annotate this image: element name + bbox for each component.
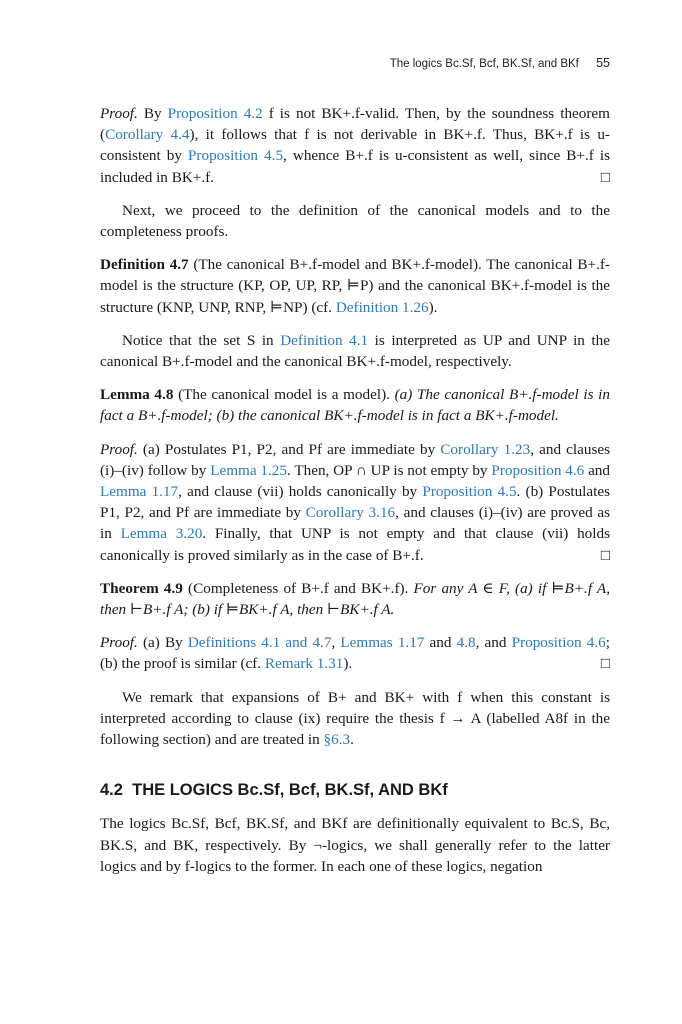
link-definition-4-1[interactable]: Definition 4.1 [280, 331, 369, 349]
section-heading [100, 780, 610, 801]
paragraph-section-intro: The logics Bc.Sf, Bcf, BK.Sf, and BKf are definitionally equivalent to Bc.S, Bc, BK.S, and BK, respectively. By ¬-logics, we shall generally refer to the latter logics and by f-logics to the former. In each one of these logics, negation [100, 815, 610, 875]
link-corollary-3-16[interactable]: Corollary 3.16 [305, 504, 396, 522]
page-body [100, 103, 610, 889]
link-lemma-3-20[interactable]: Lemma 3.20 [120, 525, 203, 543]
link-definitions-4-1-4-7[interactable]: Definitions 4.1 and 4.7 [187, 634, 332, 652]
proof-label: Proof. [100, 634, 138, 652]
theorem-4-9: Theorem 4.9 (Completeness of B+.f and BK+.f). For any A ∈ F, (a) if ⊨B+.f A, then ⊢B+.f A; (b) if ⊨BK+.f A, then ⊢BK+.f A. [100, 579, 610, 619]
link-corollary-1-23[interactable]: Corollary 1.23 [440, 440, 531, 458]
theorem-label: Theorem 4.9 [100, 579, 183, 597]
link-proposition-4-5[interactable]: Proposition 4.5 [187, 147, 284, 165]
link-corollary-4-4[interactable]: Corollary 4.4 [105, 126, 190, 144]
running-title: The logics Bc.Sf, Bcf, BK.Sf, and BKf [389, 58, 579, 70]
qed-symbol: □ [600, 168, 610, 186]
link-remark-1-31[interactable]: Remark 1.31 [264, 655, 344, 673]
section-number: 4.2 [100, 781, 123, 800]
link-proposition-4-6[interactable]: Proposition 4.6 [511, 634, 606, 652]
link-section-6-3[interactable]: §6.3 [323, 731, 351, 749]
theorem-statement: For any A ∈ F, (a) if ⊨B+.f A, then ⊢B+.f A; (b) if ⊨BK+.f A, then ⊢BK+.f A. [100, 579, 610, 619]
page-number: 55 [596, 56, 610, 70]
qed-symbol: □ [600, 546, 610, 564]
section-title: THE LOGICS Bc.Sf, Bcf, BK.Sf, AND BKf [132, 781, 448, 800]
link-proposition-4-6[interactable]: Proposition 4.6 [491, 461, 585, 479]
link-proposition-4-2[interactable]: Proposition 4.2 [167, 105, 263, 122]
link-lemma-4-8[interactable]: 4.8 [456, 634, 476, 652]
link-lemma-1-17[interactable]: Lemma 1.17 [100, 483, 179, 501]
paragraph-notice: Notice that the set S in Definition 4.1 is interpreted as UP and UNP in the canonical B+.f-model and the canonical BK+.f-model, respectively. [100, 331, 610, 371]
proof-lemma-4-8: Proof. (a) Postulates P1, P2, and Pf are immediate by Corollary 1.23, and clauses (i)–(iv) follow by Lemma 1.25. Then, OP ∩ UP is not empty by Proposition 4.6 and Lemma 1.17, and clause (vii) holds canonically by Proposition 4.5. (b) Postulates P1, P2, and Pf are immediate by Corollary 3.16, and clauses (i)–(iv) are proved as in Lemma 3.20. Finally, that UNP is not empty and that clause (vii) holds canonically is proved similarly as in the case of B+.f. □ [100, 439, 610, 566]
lemma-label: Lemma 4.8 [100, 386, 174, 404]
proof-label: Proof. [100, 440, 138, 458]
paragraph-next: Next, we proceed to the definition of the canonical models and to the completeness proofs. [100, 201, 610, 241]
definition-label: Definition 4.7 [100, 256, 189, 274]
definition-4-7: Definition 4.7 (The canonical B+.f-model and BK+.f-model). The canonical B+.f-model is the structure (KP, OP, UP, RP, ⊨P) and the canonical BK+.f-model is the structure (KNP, UNP, RNP, ⊨NP) (cf. Definition 1.26). [100, 256, 610, 316]
link-lemma-1-25[interactable]: Lemma 1.25 [210, 461, 287, 479]
lemma-4-8: Lemma 4.8 (The canonical model is a model). (a) The canonical B+.f-model is in fact a B+.f-model; (b) the canonical BK+.f-model is in fact a BK+.f-model. [100, 386, 610, 425]
proof-4-6: Proof. By Proposition 4.2 f is not BK+.f-valid. Then, by the soundness theorem (Corollary 4.4), it follows that f is not derivable in BK+.f. Thus, BK+.f is u-consistent by Proposition 4.5, whence B+.f is u-consistent as well, since B+.f is included in BK+.f. □ [100, 103, 610, 188]
paragraph-remark: We remark that expansions of B+ and BK+ with f when this constant is interpreted according to clause (ix) require the thesis f → A (labelled A8f in the following section) and are treated in §6.3. [100, 688, 610, 749]
qed-symbol: □ [600, 655, 610, 673]
link-definition-1-26[interactable]: Definition 1.26 [335, 298, 429, 316]
proof-label: Proof. [100, 105, 138, 122]
link-lemmas-1-17[interactable]: Lemmas 1.17 [340, 634, 425, 652]
running-header [390, 56, 610, 70]
link-proposition-4-5[interactable]: Proposition 4.5 [422, 483, 517, 501]
lemma-statement: (a) The canonical B+.f-model is in fact a B+.f-model; (b) the canonical BK+.f-model is in fact a BK+.f-model. [100, 386, 610, 425]
proof-theorem-4-9: Proof. (a) By Definitions 4.1 and 4.7, Lemmas 1.17 and 4.8, and Proposition 4.6; (b) the proof is similar (cf. Remark 1.31). □ [100, 632, 610, 674]
